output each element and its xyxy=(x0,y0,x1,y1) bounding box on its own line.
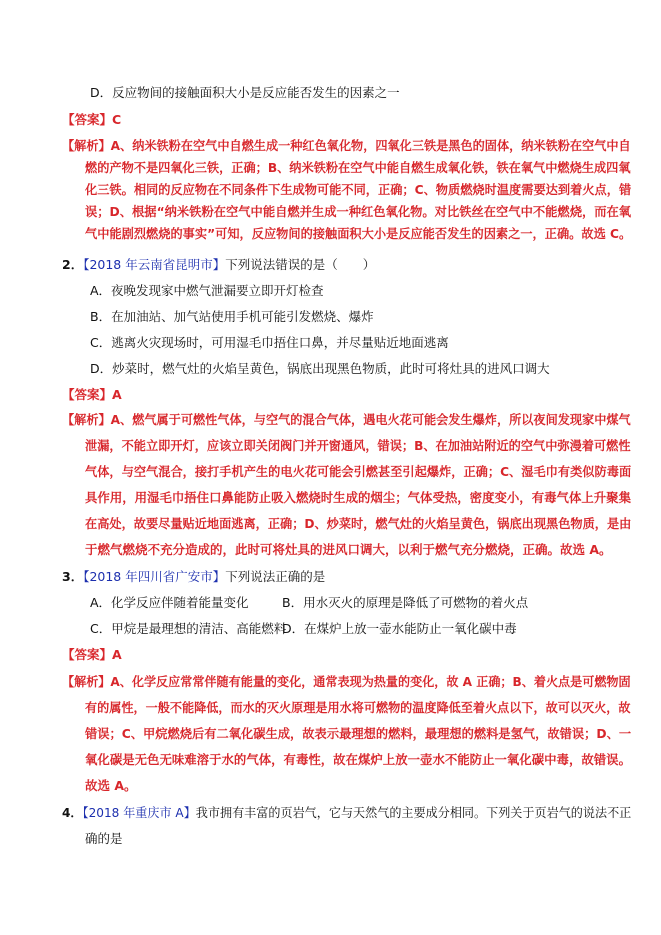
q1-answer-value: C xyxy=(112,112,122,127)
q3-source: 【2018 年四川省广安市】 xyxy=(83,569,226,584)
q3-answer xyxy=(62,646,122,664)
q3-analysis-tag: 【解析】 xyxy=(62,674,111,689)
q4-question-line-1: 我市拥有丰富的页岩气，它与天然气的主要成分相同。下列关于页岩气的说法不正 xyxy=(195,805,632,820)
q1-answer-tag: 【答案】 xyxy=(62,112,113,127)
q2-analysis-line-2: 泄漏，不能立即开灯，应该立即关闭阀门并开窗通风，错误；B、在加油站附近的空气中弥漫着可燃性 xyxy=(85,438,631,453)
q3-number: 3． xyxy=(62,569,84,584)
q3-analysis-line-1: 【解析】A、化学反应常常伴随有能量的变化，通常表现为热量的变化，故 A 正确；B、着火点是可燃物固 xyxy=(62,674,631,689)
q1-analysis-line-2: 燃的产物不是四氧化三铁，正确；B、纳米铁粉在空气中能自燃生成氧化铁，铁在氧气中燃烧生成四氧 xyxy=(85,160,631,175)
q2-analysis-line-4: 具作用，用湿毛巾捂住口鼻能防止吸入燃烧时生成的烟尘；气体受热，密度变小，有毒气体上升聚集 xyxy=(85,490,632,505)
q2-analysis-line-6: 于燃气燃烧不充分造成的，此时可将灶具的进风口调大，以利于燃气充分燃烧，正确。故选 A。 xyxy=(85,542,612,557)
q2-answer-value: A xyxy=(112,387,122,402)
q3-option-d: D．在煤炉上放一壶水能防止一氧化碳中毒 xyxy=(282,621,517,636)
q2-option-a: A．夜晚发现家中燃气泄漏要立即开灯检查 xyxy=(90,283,324,298)
q3-analysis-line-3: 错误；C、甲烷燃烧后有二氧化碳生成，故表示最理想的燃料，最理想的燃料是氢气，故错误；D、一 xyxy=(85,726,632,741)
q2-analysis-line-3: 气体，与空气混合，接打手机产生的电火花可能会引燃甚至引起爆炸，正确；C、湿毛巾有类似防毒面 xyxy=(85,464,632,479)
q4-question-line-2: 确的是 xyxy=(85,831,123,846)
q2-source: 【2018 年云南省昆明市】 xyxy=(83,257,226,272)
q3-option-a: A．化学反应伴随着能量变化 xyxy=(90,595,249,610)
q2-analysis-tag: 【解析】 xyxy=(62,412,111,427)
q3-analysis-line-2: 有的属性，一般不能降低，而水的灭火原理是用水将可燃物的温度降低至着火点以下，故可以灭火，故 xyxy=(85,700,631,715)
q2-analysis-line-1: 【解析】A、燃气属于可燃性气体，与空气的混合气体，遇电火花可能会发生爆炸，所以夜间发现家中煤气 xyxy=(62,412,631,427)
q3-analysis-line-5: 故选 A。 xyxy=(85,778,137,793)
q1-analysis-line-3: 化三铁。相同的反应物在不同条件下生成物可能不同，正确；C、物质燃烧时温度需要达到着火点，错 xyxy=(85,182,632,197)
q3-option-b: B．用水灭火的原理是降低了可燃物的着火点 xyxy=(282,595,529,610)
q4-source: 【2018 年重庆市 A】 xyxy=(82,805,196,820)
q1-analysis-tag: 【解析】 xyxy=(62,138,111,153)
q2-option-c: C．逃离火灾现场时，可用湿毛巾捂住口鼻，并尽量贴近地面逃离 xyxy=(90,335,449,350)
q1-option-d: D．反应物间的接触面积大小是反应能否发生的因素之一 xyxy=(90,85,400,100)
q3-answer-tag: 【答案】 xyxy=(62,647,113,662)
q3-question: 下列说法正确的是 xyxy=(225,569,326,584)
q2-answer-tag: 【答案】 xyxy=(62,387,113,402)
q2-option-d: D．炒菜时，燃气灶的火焰呈黄色，锅底出现黑色物质，此时可将灶具的进风口调大 xyxy=(90,361,550,376)
q1-answer xyxy=(62,111,121,129)
q1-analysis-line-4: 误；D、根据“纳米铁粉在空气中能自燃并生成一种红色氧化物。对比铁丝在空气中不能燃烧，而在氧 xyxy=(85,204,632,219)
q2-answer xyxy=(62,386,122,404)
q3-answer-value: A xyxy=(112,647,122,662)
q2-stem xyxy=(62,256,375,274)
q1-analysis-line-5: 气中能剧烈燃烧的事实”可知，反应物间的接触面积大小是反应能否发生的因素之一，正确。故选 C。 xyxy=(85,226,632,241)
q2-option-b: B．在加油站、加气站使用手机可能引发燃烧、爆炸 xyxy=(90,309,374,324)
q1-analysis-line-1: 【解析】A、纳米铁粉在空气中自燃生成一种红色氧化物，四氧化三铁是黑色的固体，纳米铁粉在空气中自 xyxy=(62,138,631,153)
q2-analysis-line-5: 在高处，故要尽量贴近地面逃离，正确；D、炒菜时，燃气灶的火焰呈黄色，锅底出现黑色物质，是由 xyxy=(85,516,632,531)
q3-stem xyxy=(62,568,325,586)
q3-analysis-line-4: 氧化碳是无色无味难溶于水的气体，有毒性，故在煤炉上放一壶水不能防止一氧化碳中毒，故错误。 xyxy=(85,752,632,767)
q4-stem xyxy=(62,804,631,822)
q4-number: 4． xyxy=(62,805,83,820)
q2-question: 下列说法错误的是（ ） xyxy=(225,257,376,272)
q2-number: 2． xyxy=(62,257,84,272)
q3-option-c: C．甲烷是最理想的清洁、高能燃料 xyxy=(90,621,287,636)
